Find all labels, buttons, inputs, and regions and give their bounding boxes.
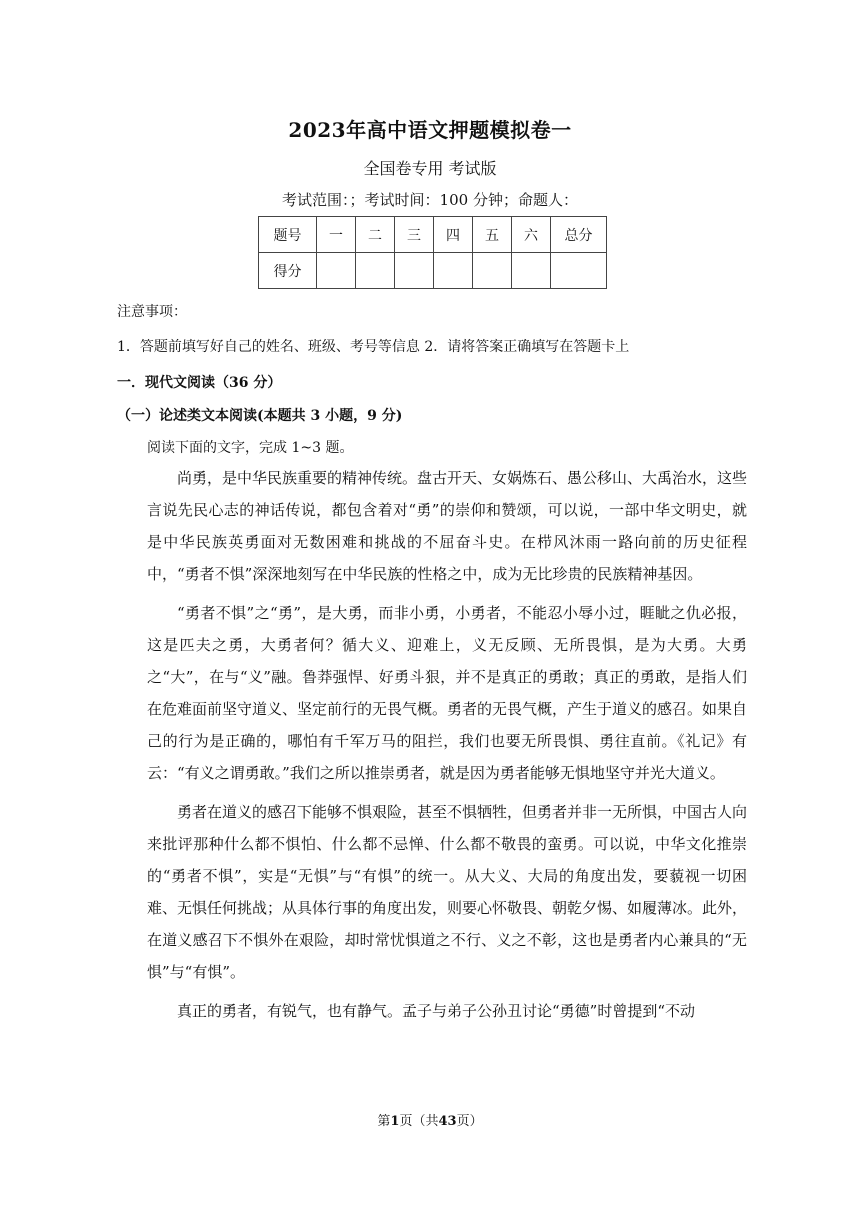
page-footer (0, 1110, 860, 1129)
subsection-title: （一）论述类文本阅读(本题共 3 小题，9 分) (117, 408, 403, 424)
passage-paragraph: “勇者不惧”之“勇”，是大勇，而非小勇，小勇者，不能忍小辱小过，睚眦之仇必报，这是匹夫之勇，大勇者何？循大义、迎难上，义无反顾、无所畏惧，是为大勇。大勇之“大”，在与“义”融。鲁莽强悍、好勇斗狠，并不是真正的勇敢；真正的勇敢，是指人们在危难面前坚守道义、坚定前行的无畏气概。勇者的无畏气概，产生于道义的感召。如果自己的行为是正确的，哪怕有千军万马的阻拦，我们也要无所畏惧、勇往直前。《礼记》有云：“有义之谓勇敢。”我们之所以推崇勇者，就是因为勇者能够无惧地坚守并光大道义。 (147, 604, 748, 782)
footer-prefix: 第 (377, 1114, 391, 1129)
score-table-score-row (259, 253, 607, 289)
score-table-score-cell (473, 253, 512, 289)
score-table-score-total (551, 253, 607, 289)
footer-page-number: 1 (390, 1114, 400, 1129)
passage-paragraph: 勇者在道义的感召下能够不惧艰险，甚至不惧牺牲，但勇者并非一无所惧，中国古人向来批评那种什么都不惧怕、什么都不忌惮、什么都不敬畏的蛮勇。可以说，中华文化推崇的“勇者不惧”，实是“无惧”与“有惧”的统一。从大义、大局的角度出发，要藐视一切困难、无惧任何挑战；从具体行事的角度出发，则要心怀敬畏、朝乾夕惕、如履薄冰。此外，在道义感召下不惧外在艰险，却时常忧惧道之不行、义之不彰，这也是勇者内心兼具的“无惧”与“有惧”。 (147, 803, 748, 981)
score-table-header-cell: 二 (356, 217, 395, 253)
exam-info-line: 考试范围：；考试时间：100 分钟；命题人： (282, 191, 578, 209)
score-table (258, 216, 607, 289)
score-table-header-cell: 五 (473, 217, 512, 253)
score-table-score-cell (356, 253, 395, 289)
score-table-score-cell (395, 253, 434, 289)
score-table-score-cell (317, 253, 356, 289)
passage-paragraph: 真正的勇者，有锐气，也有静气。孟子与弟子公孙丑讨论“勇德”时曾提到“不动 (177, 1002, 696, 1020)
exam-title: 2023年高中语文押题模拟卷一 (288, 118, 572, 142)
notes-line: 1．答题前填写好自己的姓名、班级、考号等信息 2．请将答案正确填写在答题卡上 (117, 339, 630, 355)
score-table-header-label: 题号 (259, 217, 317, 253)
reading-instruction: 阅读下面的文字，完成 1~3 题。 (147, 440, 354, 456)
score-table-header-cell: 四 (434, 217, 473, 253)
passage-paragraph: 尚勇，是中华民族重要的精神传统。盘古开天、女娲炼石、愚公移山、大禹治水，这些言说先民心志的神话传说，都包含着对“勇”的崇仰和赞颂，可以说，一部中华文明史，就是中华民族英勇面对无数困难和挑战的不屈奋斗史。在栉风沐雨一路向前的历史征程中，“勇者不惧”深深地刻写在中华民族的性格之中，成为无比珍贵的民族精神基因。 (147, 469, 748, 583)
score-table-header-row (259, 217, 607, 253)
footer-suffix: 页） (456, 1114, 483, 1129)
notes-title: 注意事项： (117, 304, 187, 320)
section-title: 一．现代文阅读（36 分） (117, 375, 282, 391)
exam-subtitle: 全国卷专用 考试版 (363, 159, 497, 178)
score-table-header-cell: 六 (512, 217, 551, 253)
score-table-score-label: 得分 (259, 253, 317, 289)
score-table-score-cell (434, 253, 473, 289)
score-table-header-cell: 一 (317, 217, 356, 253)
footer-middle: 页（共 (399, 1114, 439, 1129)
score-table-score-cell (512, 253, 551, 289)
score-table-header-cell: 三 (395, 217, 434, 253)
reading-passage (147, 462, 747, 1034)
score-table-header-total: 总分 (551, 217, 607, 253)
footer-total-pages: 43 (438, 1114, 457, 1129)
